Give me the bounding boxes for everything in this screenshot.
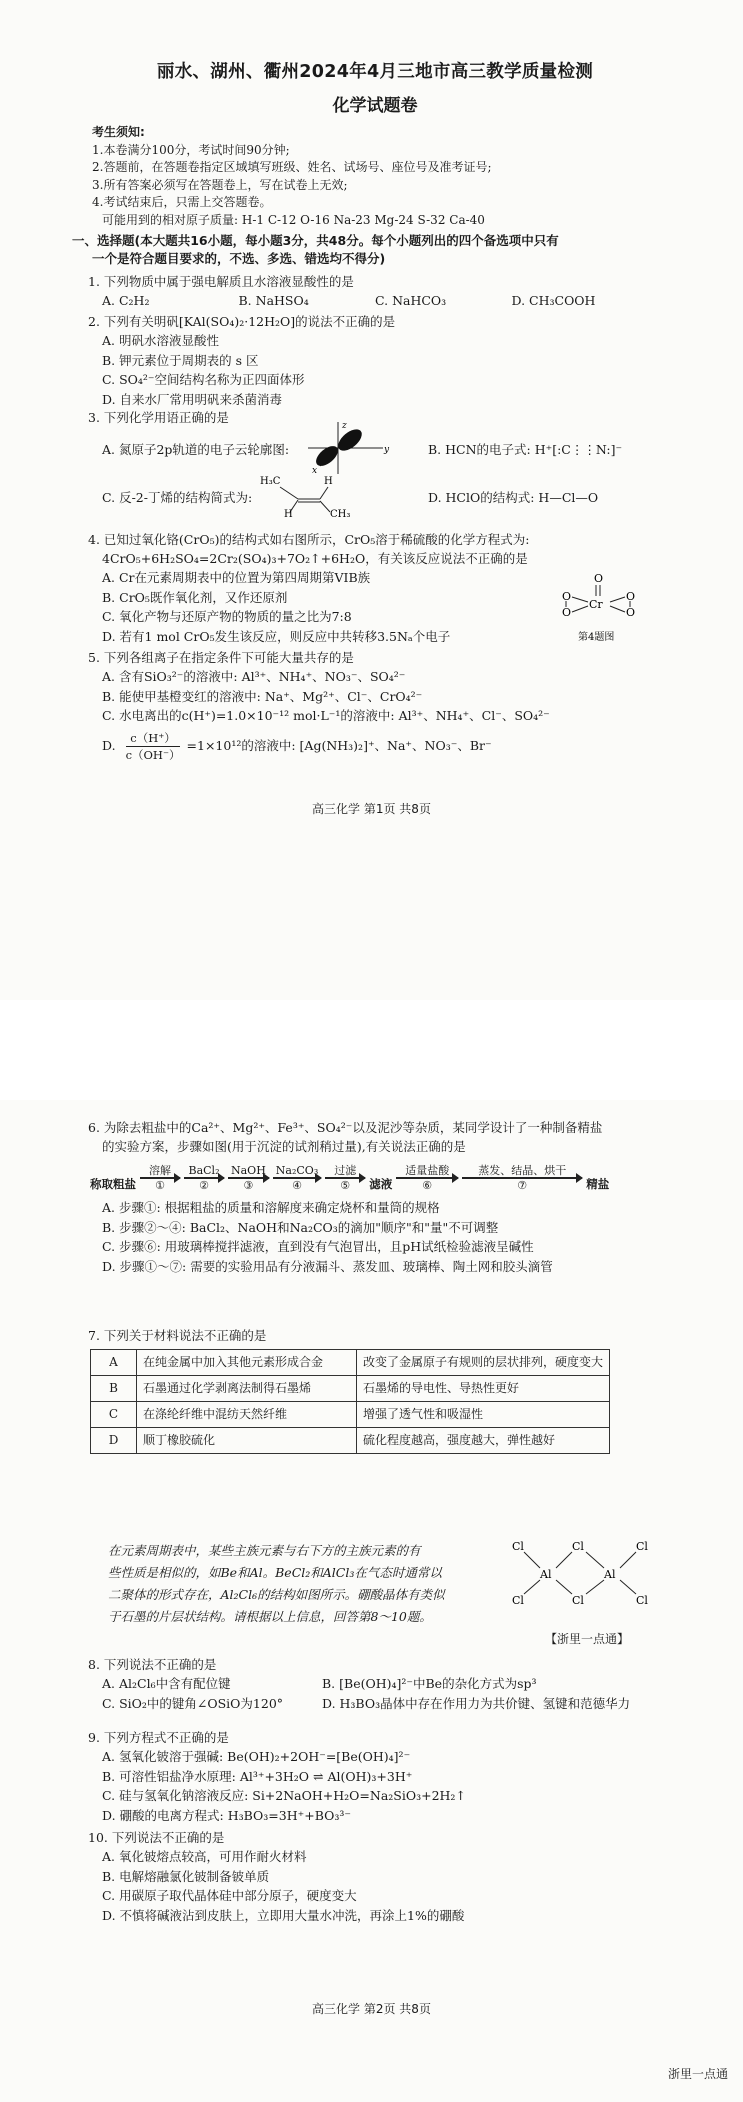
struct-h-bottom: H <box>284 509 293 518</box>
row-key: D <box>91 1428 137 1454</box>
option-d: D. 硼酸的电离方程式: H₃BO₃=3H⁺+BO₃³⁻ <box>102 1807 351 1823</box>
header <box>70 58 680 116</box>
bond <box>620 1580 636 1594</box>
flow-step-label: 溶解 <box>149 1164 171 1177</box>
atomic-masses: 可能用到的相对原子质量: H-1 C-12 O-16 Na-23 Mg-24 S-32 Ca-40 <box>102 212 485 227</box>
table-row <box>91 1402 610 1428</box>
exam-subtitle: 化学试题卷 <box>332 96 418 116</box>
passage-line: 于石墨的片层状结构。请根据以上信息，回答第8～10题。 <box>108 1609 432 1624</box>
flow-start: 称取粗盐 <box>90 1177 136 1191</box>
row-material: 顺丁橡胶硫化 <box>137 1428 357 1454</box>
atom-cl: Cl <box>572 1540 584 1553</box>
atom-cl: Cl <box>636 1540 648 1553</box>
note-item: 4.考试结束后，只需上交答题卷。 <box>92 195 272 209</box>
atom-cl: Cl <box>636 1594 648 1607</box>
table-row <box>91 1376 610 1402</box>
info-passage <box>108 1540 488 1628</box>
option-c: C. SO₄²⁻空间结构名称为正四面体形 <box>102 372 305 387</box>
option-b: B. 钾元素位于周期表的 s 区 <box>102 352 259 368</box>
note-item: 1.本卷满分100分，考试时间90分钟; <box>92 142 290 157</box>
row-effect: 硫化程度越高，强度越大，弹性越好 <box>357 1428 610 1454</box>
flow-step-number: ③ <box>243 1179 254 1192</box>
flow-step-label: Na₂CO₃ <box>275 1164 319 1177</box>
row-material: 石墨通过化学剥离法制得石墨烯 <box>137 1376 357 1402</box>
struct-ch3-left: H₃C <box>260 476 281 487</box>
materials-table <box>90 1349 610 1454</box>
exam-title: 丽水、湖州、衢州2024年4月三地市高三教学质量检测 <box>156 62 594 82</box>
option-d: D. 自来水厂常用明矾来杀菌消毒 <box>102 391 283 407</box>
option-d: D. 步骤①～⑦: 需要的实验用品有分液漏斗、蒸发皿、玻璃棒、陶土网和胶头滴管 <box>102 1258 553 1274</box>
row-effect: 改变了金属原子有规则的层状排列，硬度变大 <box>357 1350 610 1376</box>
passage-line: 些性质是相似的，如Be和Al。BeCl₂和AlCl₃在气态时通常以 <box>108 1565 442 1580</box>
flow-mid: 滤液 <box>369 1177 393 1191</box>
flow-step-number: ④ <box>292 1179 302 1192</box>
bond <box>610 597 625 602</box>
passage-line: 二聚体的形式存在，Al₂Cl₆的结构如图所示。硼酸晶体有类似 <box>108 1587 445 1602</box>
struct-ch3-right: CH₃ <box>330 509 351 518</box>
question-stem-2: 的实验方案，步骤如图(用于沉淀的试剂稍过量),有关说法正确的是 <box>102 1139 466 1154</box>
bond <box>556 1552 572 1568</box>
flow-step <box>140 1164 180 1192</box>
question-4 <box>88 530 708 645</box>
option-a: A. 步骤①: 根据粗盐的质量和溶解度来确定烧杯和量筒的规格 <box>102 1200 440 1215</box>
bond <box>280 487 298 499</box>
option-d-text: =1×10¹²的溶液中: [Ag(NH₃)₂]⁺、Na⁺、NO₃⁻、Br⁻ <box>186 738 492 753</box>
flow-step <box>273 1164 321 1192</box>
bond <box>556 1580 572 1594</box>
flow-step-label: 蒸发、结晶、烘干 <box>478 1164 567 1177</box>
option-d: D. CH₃COOH <box>511 293 596 308</box>
purification-flowchart <box>88 1164 708 1192</box>
option-a: A. 氮原子2p轨道的电子云轮廓图: <box>102 442 290 457</box>
question-stem: 10. 下列说法不正确的是 <box>88 1830 225 1845</box>
bond <box>524 1552 540 1568</box>
bond <box>320 487 328 499</box>
note-item: 3.所有答案必须写在答题卷上，写在试卷上无效; <box>92 177 348 192</box>
question-stem: 5. 下列各组离子在指定条件下可能大量共存的是 <box>88 650 354 665</box>
option-c: C. 步骤⑥: 用玻璃棒搅拌滤液，直到没有气泡冒出，且pH试纸检验滤液呈碱性 <box>102 1239 534 1254</box>
page-gap <box>0 1000 743 1100</box>
orbital-lobe-icon <box>334 425 365 454</box>
option-a: A. 氢氧化铍溶于强碱: Be(OH)₂+2OH⁻=[Be(OH)₄]²⁻ <box>102 1749 411 1764</box>
question-7 <box>88 1326 648 1462</box>
exam-page-2 <box>0 1100 743 2102</box>
question-5 <box>88 648 708 763</box>
flow-arrow-icon <box>228 1177 269 1179</box>
row-effect: 石墨烯的导电性、导热性更好 <box>357 1376 610 1402</box>
atom-al: Al <box>540 1568 552 1581</box>
table-row <box>91 1428 610 1454</box>
option-d: D. HClO的结构式: H—Cl—O <box>428 490 599 505</box>
atom-cl: Cl <box>572 1594 584 1607</box>
question-options-row <box>88 1674 728 1694</box>
bond <box>524 1580 540 1594</box>
watermark-corner: 浙里一点通 <box>668 2067 729 2081</box>
flow-step <box>462 1164 582 1192</box>
flow-step-number: ⑤ <box>340 1179 351 1192</box>
note-item: 2.答题前，在答题卷指定区域填写班级、姓名、试场号、座位号及准考证号; <box>92 160 492 174</box>
flow-step-label: BaCl₂ <box>188 1164 220 1177</box>
question-2 <box>88 312 648 409</box>
flow-step-number: ⑥ <box>422 1179 433 1192</box>
row-key: C <box>91 1402 137 1428</box>
option-d: D. 若有1 mol CrO₅发生该反应，则反应中共转移3.5Nₐ个电子 <box>102 628 451 644</box>
option-a: A. 明矾水溶液显酸性 <box>102 333 219 348</box>
option-b: B. HCN的电子式: H⁺[:C⋮⋮N:]⁻ <box>428 442 623 457</box>
option-a: A. 含有SiO₃²⁻的溶液中: Al³⁺、NH₄⁺、NO₃⁻、SO₄²⁻ <box>102 669 406 684</box>
watermark-label: 【浙里一点通】 <box>545 1632 630 1646</box>
figure-caption: 第4题图 <box>578 632 615 643</box>
flow-arrow-icon <box>140 1177 180 1179</box>
question-options-row <box>88 1694 728 1714</box>
flow-step-number: ① <box>155 1179 165 1192</box>
cro5-structure-figure <box>558 570 648 650</box>
option-b: B. NaHSO₄ <box>238 293 309 308</box>
section-1-line-2: 一个是符合题目要求的，不选、多选、错选均不得分) <box>92 251 386 266</box>
bond <box>586 1552 604 1568</box>
question-stem-2: 4CrO₅+6H₂SO₄=2Cr₂(SO₄)₃+7O₂↑+6H₂O，有关该反应说法不正确的是 <box>102 551 528 566</box>
axis-z-label: z <box>342 421 347 431</box>
atom-cr: Cr <box>589 598 603 611</box>
atom-o: O <box>626 590 636 603</box>
option-c: C. 水电离出的c(H⁺)=1.0×10⁻¹² mol·L⁻¹的溶液中: Al³⁺、NH₄⁺、Cl⁻、SO₄²⁻ <box>102 708 550 723</box>
bond <box>610 606 625 612</box>
exam-notes <box>92 124 672 229</box>
atom-o: O <box>594 572 604 585</box>
atom-o: O <box>626 606 636 619</box>
flow-step-label: NaOH <box>231 1164 266 1177</box>
option-a: A. C₂H₂ <box>102 293 150 308</box>
row-effect: 增强了透气性和吸湿性 <box>357 1402 610 1428</box>
flow-step-number: ② <box>199 1179 209 1192</box>
notes-heading: 考生须知: <box>92 125 145 139</box>
row-key: A <box>91 1350 137 1376</box>
option-d: D. 不慎将碱液沾到皮肤上，立即用大量水冲洗，再涂上1%的硼酸 <box>102 1907 465 1923</box>
question-3 <box>88 408 688 518</box>
p-orbital-figure <box>298 418 393 478</box>
axis-y-label: y <box>384 445 390 455</box>
flow-end: 精盐 <box>586 1177 610 1191</box>
question-stem-1: 6. 为除去粗盐中的Ca²⁺、Mg²⁺、Fe³⁺、SO₄²⁻以及泥沙等杂质，某同学设计了一种制备精盐 <box>88 1120 603 1135</box>
option-c: C. 硅与氢氧化钠溶液反应: Si+2NaOH+H₂O=Na₂SiO₃+2H₂↑ <box>102 1788 466 1803</box>
question-stem: 1. 下列物质中属于强电解质且水溶液显酸性的是 <box>88 274 354 289</box>
option-b: B. 步骤②～④: BaCl₂、NaOH和Na₂CO₃的滴加"顺序"和"量"不可调整 <box>102 1219 499 1235</box>
option-d <box>88 730 708 763</box>
flow-step-label: 过滤 <box>334 1164 357 1177</box>
option-c: C. NaHCO₃ <box>375 293 447 308</box>
fraction-numerator: c（H⁺） <box>126 730 180 747</box>
option-a: A. 氧化铍熔点较高，可用作耐火材料 <box>102 1849 307 1864</box>
option-c: C. 氧化产物与还原产物的物质的量之比为7:8 <box>102 609 352 624</box>
option-b: B. 可溶性铝盐净水原理: Al³⁺+3H₂O ⇌ Al(OH)₃+3H⁺ <box>102 1768 413 1784</box>
struct-h-top: H <box>324 476 333 487</box>
question-9 <box>88 1728 688 1825</box>
question-10 <box>88 1828 688 1925</box>
fraction-denominator: c（OH⁻） <box>125 747 181 762</box>
question-6 <box>88 1118 708 1276</box>
section-1-line-1: 一、选择题(本大题共16小题，每小题3分，共48分。每个小题列出的四个备选项中只有 <box>72 233 559 248</box>
question-stem: 9. 下列方程式不正确的是 <box>88 1730 229 1745</box>
section-1-heading <box>72 232 692 268</box>
option-d-prefix: D. <box>102 738 116 753</box>
option-b: B. CrO₅既作氧化剂，又作还原剂 <box>102 589 288 605</box>
flow-arrow-icon <box>462 1177 582 1179</box>
page-footer: 高三化学 第2页 共8页 <box>312 2002 431 2016</box>
flow-arrow-icon <box>184 1177 224 1179</box>
option-b: B. 电解熔融氯化铍制备铍单质 <box>102 1868 270 1884</box>
atom-o: O <box>562 606 572 619</box>
flow-step-number: ⑦ <box>517 1179 528 1192</box>
option-a: A. Al₂Cl₆中含有配位键 <box>102 1676 231 1691</box>
option-c: C. SiO₂中的键角∠OSiO为120° <box>102 1696 284 1711</box>
passage-line: 在元素周期表中，某些主族元素与右下方的主族元素的有 <box>108 1543 421 1558</box>
option-b: B. [Be(OH)₄]²⁻中Be的杂化方式为sp³ <box>322 1676 537 1691</box>
atom-cl: Cl <box>512 1540 524 1553</box>
fraction <box>122 730 185 763</box>
question-stem-1: 4. 已知过氧化铬(CrO₅)的结构式如右图所示，CrO₅溶于稀硫酸的化学方程式为: <box>88 532 530 547</box>
question-8 <box>88 1655 728 1714</box>
option-c: C. 用碳原子取代晶体硅中部分原子，硬度变大 <box>102 1888 357 1903</box>
option-b: B. 能使甲基橙变红的溶液中: Na⁺、Mg²⁺、Cl⁻、CrO₄²⁻ <box>102 688 423 704</box>
bond <box>572 597 588 602</box>
question-stem: 8. 下列说法不正确的是 <box>88 1657 217 1672</box>
question-stem: 3. 下列化学用语正确的是 <box>88 410 229 425</box>
flow-step <box>228 1164 269 1192</box>
atom-cl: Cl <box>512 1594 524 1607</box>
exam-page-1 <box>0 0 743 1000</box>
option-c: C. 反-2-丁烯的结构简式为: <box>102 490 253 505</box>
question-stem: 7. 下列关于材料说法不正确的是 <box>88 1328 267 1343</box>
question-1 <box>88 272 648 311</box>
bond <box>572 606 588 612</box>
atom-al: Al <box>604 1568 616 1581</box>
flow-step <box>184 1164 224 1192</box>
option-d: D. H₃BO₃晶体中存在作用力为共价键、氢键和范德华力 <box>322 1696 631 1711</box>
row-material: 在纯金属中加入其他元素形成合金 <box>137 1350 357 1376</box>
row-material: 在涤纶纤维中混纺天然纤维 <box>137 1402 357 1428</box>
row-key: B <box>91 1376 137 1402</box>
table-row <box>91 1350 610 1376</box>
flow-arrow-icon <box>273 1177 321 1179</box>
flow-arrow-icon <box>396 1177 458 1179</box>
flow-step-label: 适量盐酸 <box>405 1164 450 1177</box>
axis-x-label: x <box>312 466 318 476</box>
flow-arrow-icon <box>325 1177 365 1179</box>
bond <box>320 501 330 512</box>
question-stem: 2. 下列有关明矾[KAl(SO₄)₂·12H₂O]的说法不正确的是 <box>88 314 396 329</box>
flow-step <box>325 1164 365 1192</box>
atom-o: O <box>562 590 572 603</box>
bond <box>586 1580 604 1594</box>
bond <box>620 1552 636 1568</box>
al2cl6-structure-figure <box>510 1538 660 1608</box>
question-options <box>88 291 648 311</box>
trans-2-butene-structure <box>258 470 368 518</box>
flow-step <box>396 1164 458 1192</box>
option-a: A. Cr在元素周期表中的位置为第四周期第VIB族 <box>102 570 371 585</box>
page-footer: 高三化学 第1页 共8页 <box>312 802 431 816</box>
